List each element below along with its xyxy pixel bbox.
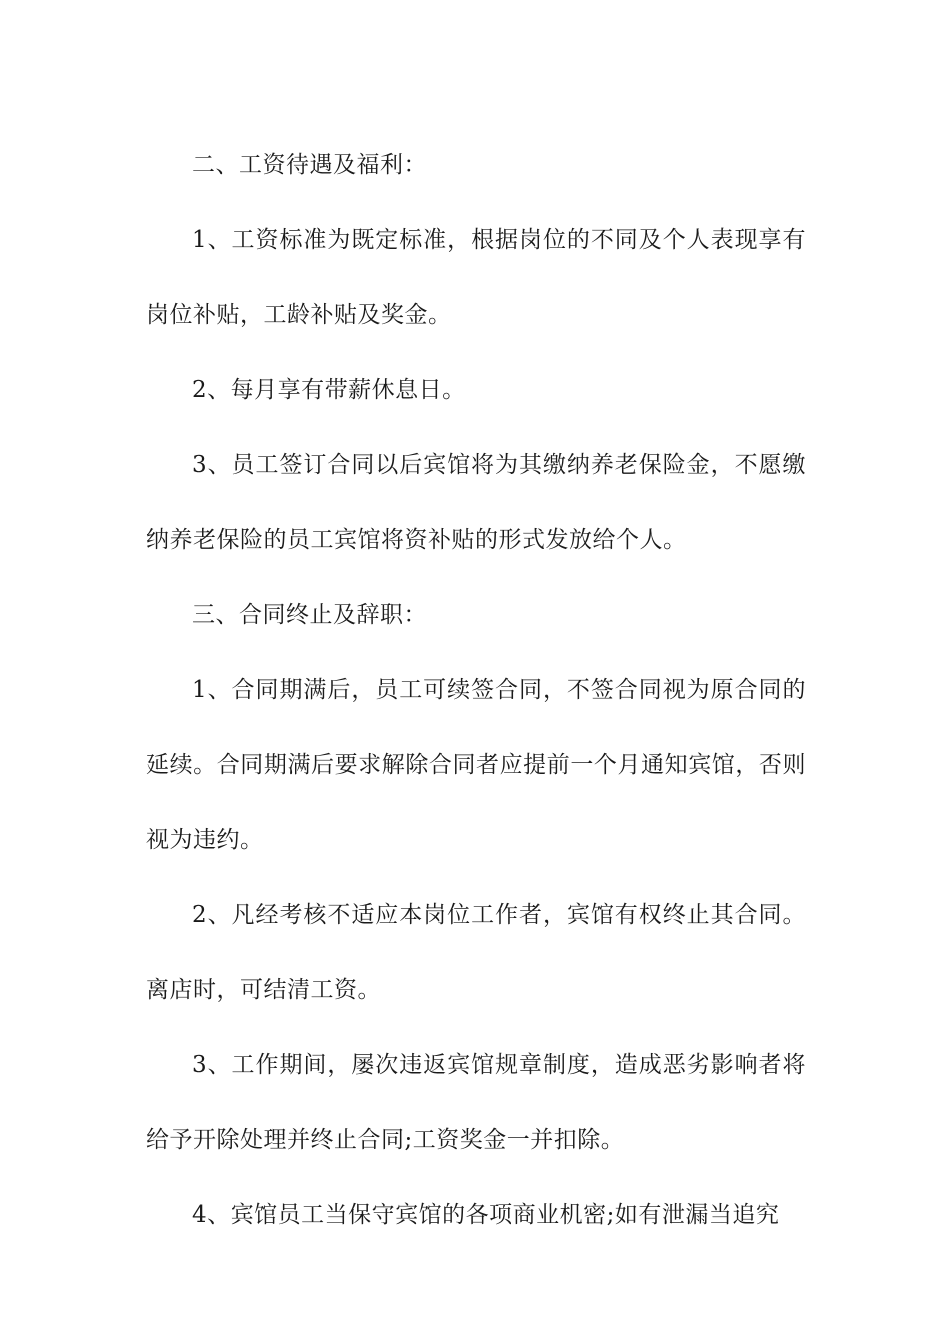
paragraph-pension-insurance: 3、员工签订合同以后宾馆将为其缴纳养老保险金，不愿缴纳养老保险的员工宾馆将资补贴的形式发放给个人。	[146, 452, 806, 553]
section-heading-wages: 二、工资待遇及福利：	[192, 152, 427, 178]
paragraph-rule-violation: 3、工作期间，屡次违返宾馆规章制度，造成恶劣影响者将给予开除处理并终止合同;工资奖金一并扣除。	[146, 1052, 806, 1153]
paragraph-assessment-termination: 2、凡经考核不适应本岗位工作者，宾馆有权终止其合同。离店时，可结清工资。	[146, 902, 806, 1003]
section-heading-termination: 三、合同终止及辞职：	[192, 602, 427, 628]
paragraph-confidentiality: 4、宾馆员工当保守宾馆的各项商业机密;如有泄漏当追究	[192, 1202, 780, 1228]
paragraph-paid-rest-days: 2、每月享有带薪休息日。	[192, 377, 466, 403]
paragraph-contract-renewal: 1、合同期满后，员工可续签合同，不签合同视为原合同的延续。合同期满后要求解除合同者应提前一个月通知宾馆，否则视为违约。	[146, 677, 806, 853]
paragraph-wage-standard: 1、工资标准为既定标准，根据岗位的不同及个人表现享有岗位补贴，工龄补贴及奖金。	[146, 227, 806, 328]
document-body	[146, 128, 806, 1253]
